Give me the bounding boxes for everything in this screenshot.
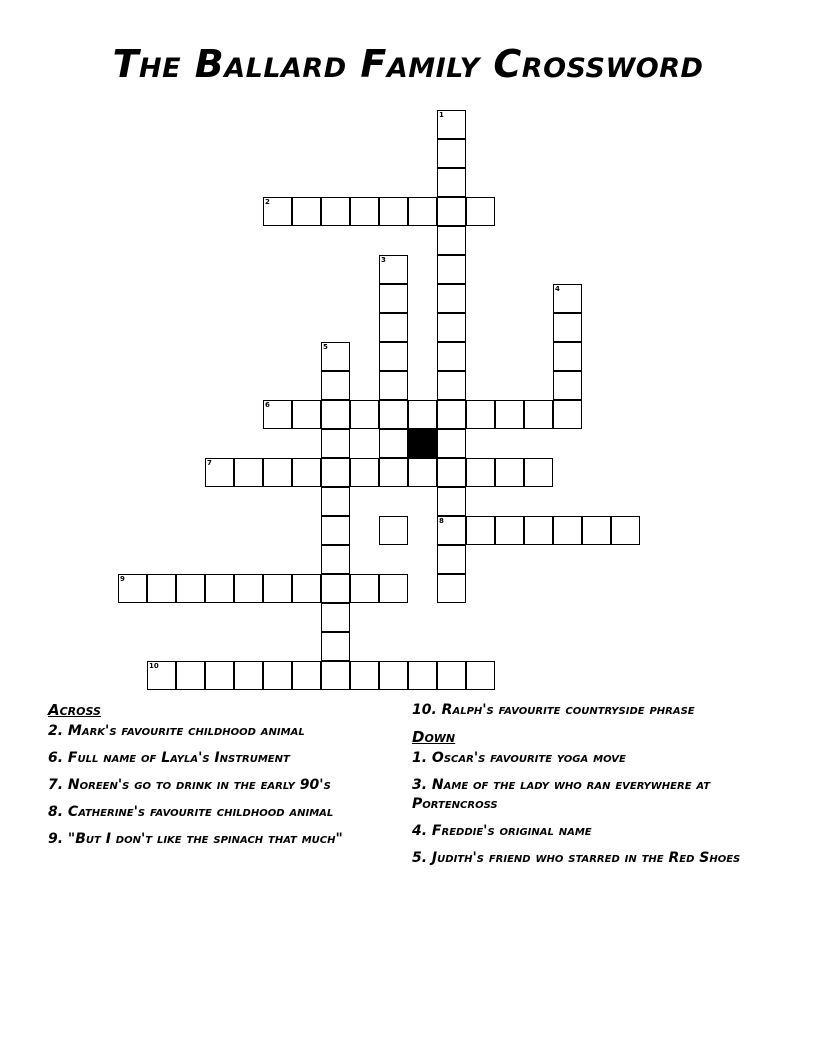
clue-number: 9	[120, 575, 125, 583]
grid-cell[interactable]	[147, 574, 176, 603]
clue-number: 10	[149, 662, 159, 670]
grid-cell[interactable]	[379, 458, 408, 487]
grid-cell[interactable]	[234, 458, 263, 487]
grid-cell[interactable]	[553, 516, 582, 545]
clue-number: 8	[439, 517, 444, 525]
clues-left-column	[48, 701, 388, 857]
grid-cell[interactable]	[379, 661, 408, 690]
grid-cell[interactable]	[379, 342, 408, 371]
grid-cell[interactable]	[321, 429, 350, 458]
grid-cell[interactable]	[321, 661, 350, 690]
grid-cell[interactable]	[553, 371, 582, 400]
grid-cell[interactable]	[437, 545, 466, 574]
grid-cell[interactable]	[321, 516, 350, 545]
black-cell	[408, 429, 437, 458]
grid-cell[interactable]	[437, 371, 466, 400]
grid-cell[interactable]	[524, 516, 553, 545]
grid-cell[interactable]	[524, 458, 553, 487]
grid-cell[interactable]	[437, 458, 466, 487]
grid-cell[interactable]	[176, 661, 205, 690]
grid-cell[interactable]	[321, 487, 350, 516]
grid-cell[interactable]	[234, 574, 263, 603]
grid-cell[interactable]	[553, 284, 582, 313]
down-clue: 1. Oscar's favourite yoga move	[412, 750, 626, 766]
grid-cell[interactable]	[466, 661, 495, 690]
clue-number: 5	[323, 343, 328, 351]
across-clue: 9. "But I don't like the spinach that much"	[48, 831, 343, 847]
clues-right-column	[412, 701, 742, 876]
grid-cell[interactable]	[292, 661, 321, 690]
clue-number: 2	[265, 198, 270, 206]
grid-cell[interactable]	[437, 429, 466, 458]
grid-cell[interactable]	[379, 371, 408, 400]
grid-cell[interactable]	[292, 574, 321, 603]
grid-cell[interactable]	[350, 400, 379, 429]
grid-cell[interactable]	[321, 458, 350, 487]
grid-cell[interactable]	[466, 197, 495, 226]
grid-cell[interactable]	[321, 400, 350, 429]
grid-cell[interactable]	[437, 197, 466, 226]
grid-cell[interactable]	[350, 458, 379, 487]
grid-cell[interactable]	[350, 574, 379, 603]
grid-cell[interactable]	[437, 342, 466, 371]
grid-cell[interactable]	[263, 197, 292, 226]
grid-cell[interactable]	[495, 400, 524, 429]
grid-cell[interactable]	[321, 197, 350, 226]
grid-cell[interactable]	[205, 458, 234, 487]
grid-cell[interactable]	[408, 400, 437, 429]
grid-cell[interactable]	[437, 168, 466, 197]
clue-number: 4	[555, 285, 560, 293]
grid-cell[interactable]	[379, 400, 408, 429]
grid-cell[interactable]	[118, 574, 147, 603]
grid-cell[interactable]	[437, 574, 466, 603]
across-heading: Across	[48, 701, 101, 719]
grid-cell[interactable]	[379, 516, 408, 545]
grid-cell[interactable]	[292, 458, 321, 487]
grid-cell[interactable]	[466, 516, 495, 545]
grid-cell[interactable]	[437, 226, 466, 255]
grid-cell[interactable]	[263, 458, 292, 487]
grid-cell[interactable]	[379, 197, 408, 226]
grid-cell[interactable]	[263, 400, 292, 429]
grid-cell[interactable]	[205, 661, 234, 690]
grid-cell[interactable]	[495, 516, 524, 545]
grid-cell[interactable]	[408, 458, 437, 487]
grid-cell[interactable]	[437, 313, 466, 342]
grid-cell[interactable]	[379, 429, 408, 458]
grid-cell[interactable]	[292, 400, 321, 429]
grid-cell[interactable]	[379, 574, 408, 603]
page-title: The Ballard Family Crossword	[112, 42, 704, 86]
grid-cell[interactable]	[466, 400, 495, 429]
across-clue: 6. Full name of Layla's Instrument	[48, 750, 290, 766]
grid-cell[interactable]	[408, 661, 437, 690]
grid-cell[interactable]	[553, 342, 582, 371]
grid-cell[interactable]	[321, 371, 350, 400]
grid-cell[interactable]	[321, 632, 350, 661]
grid-cell[interactable]	[437, 487, 466, 516]
grid-cell[interactable]	[350, 197, 379, 226]
grid-cell[interactable]	[379, 284, 408, 313]
grid-cell[interactable]	[611, 516, 640, 545]
down-clue: 4. Freddie's original name	[412, 823, 592, 839]
grid-cell[interactable]	[466, 458, 495, 487]
down-heading: Down	[412, 728, 456, 746]
grid-cell[interactable]	[147, 661, 176, 690]
grid-cell[interactable]	[292, 197, 321, 226]
grid-cell[interactable]	[379, 255, 408, 284]
grid-cell[interactable]	[524, 400, 553, 429]
grid-cell[interactable]	[234, 661, 263, 690]
grid-cell[interactable]	[437, 255, 466, 284]
grid-cell[interactable]	[582, 516, 611, 545]
clue-number: 3	[381, 256, 386, 264]
clue-number: 6	[265, 401, 270, 409]
grid-cell[interactable]	[437, 516, 466, 545]
grid-cell[interactable]	[321, 545, 350, 574]
down-clue: 3. Name of the lady who ran everywhere at Portencross	[412, 777, 711, 812]
grid-cell[interactable]	[263, 661, 292, 690]
grid-cell[interactable]	[437, 400, 466, 429]
grid-cell[interactable]	[176, 574, 205, 603]
grid-cell[interactable]	[350, 661, 379, 690]
across-clue: 2. Mark's favourite childhood animal	[48, 723, 305, 739]
clue-number: 1	[439, 111, 444, 119]
grid-cell[interactable]	[205, 574, 234, 603]
grid-cell[interactable]	[553, 400, 582, 429]
grid-cell[interactable]	[263, 574, 292, 603]
grid-cell[interactable]	[379, 313, 408, 342]
grid-cell[interactable]	[553, 313, 582, 342]
grid-cell[interactable]	[437, 284, 466, 313]
down-clue: 5. Judith's friend who starred in the Red Shoes	[412, 850, 741, 866]
grid-cell[interactable]	[321, 342, 350, 371]
grid-cell[interactable]	[321, 574, 350, 603]
across-clue: 7. Noreen's go to drink in the early 90's	[48, 777, 331, 793]
grid-cell[interactable]	[437, 139, 466, 168]
grid-cell[interactable]	[437, 661, 466, 690]
grid-cell[interactable]	[321, 603, 350, 632]
across-clue: 8. Catherine's favourite childhood animal	[48, 804, 334, 820]
grid-cell[interactable]	[437, 110, 466, 139]
across-clue: 10. Ralph's favourite countryside phrase	[412, 702, 695, 718]
grid-cell[interactable]	[495, 458, 524, 487]
grid-cell[interactable]	[408, 197, 437, 226]
clue-number: 7	[207, 459, 212, 467]
